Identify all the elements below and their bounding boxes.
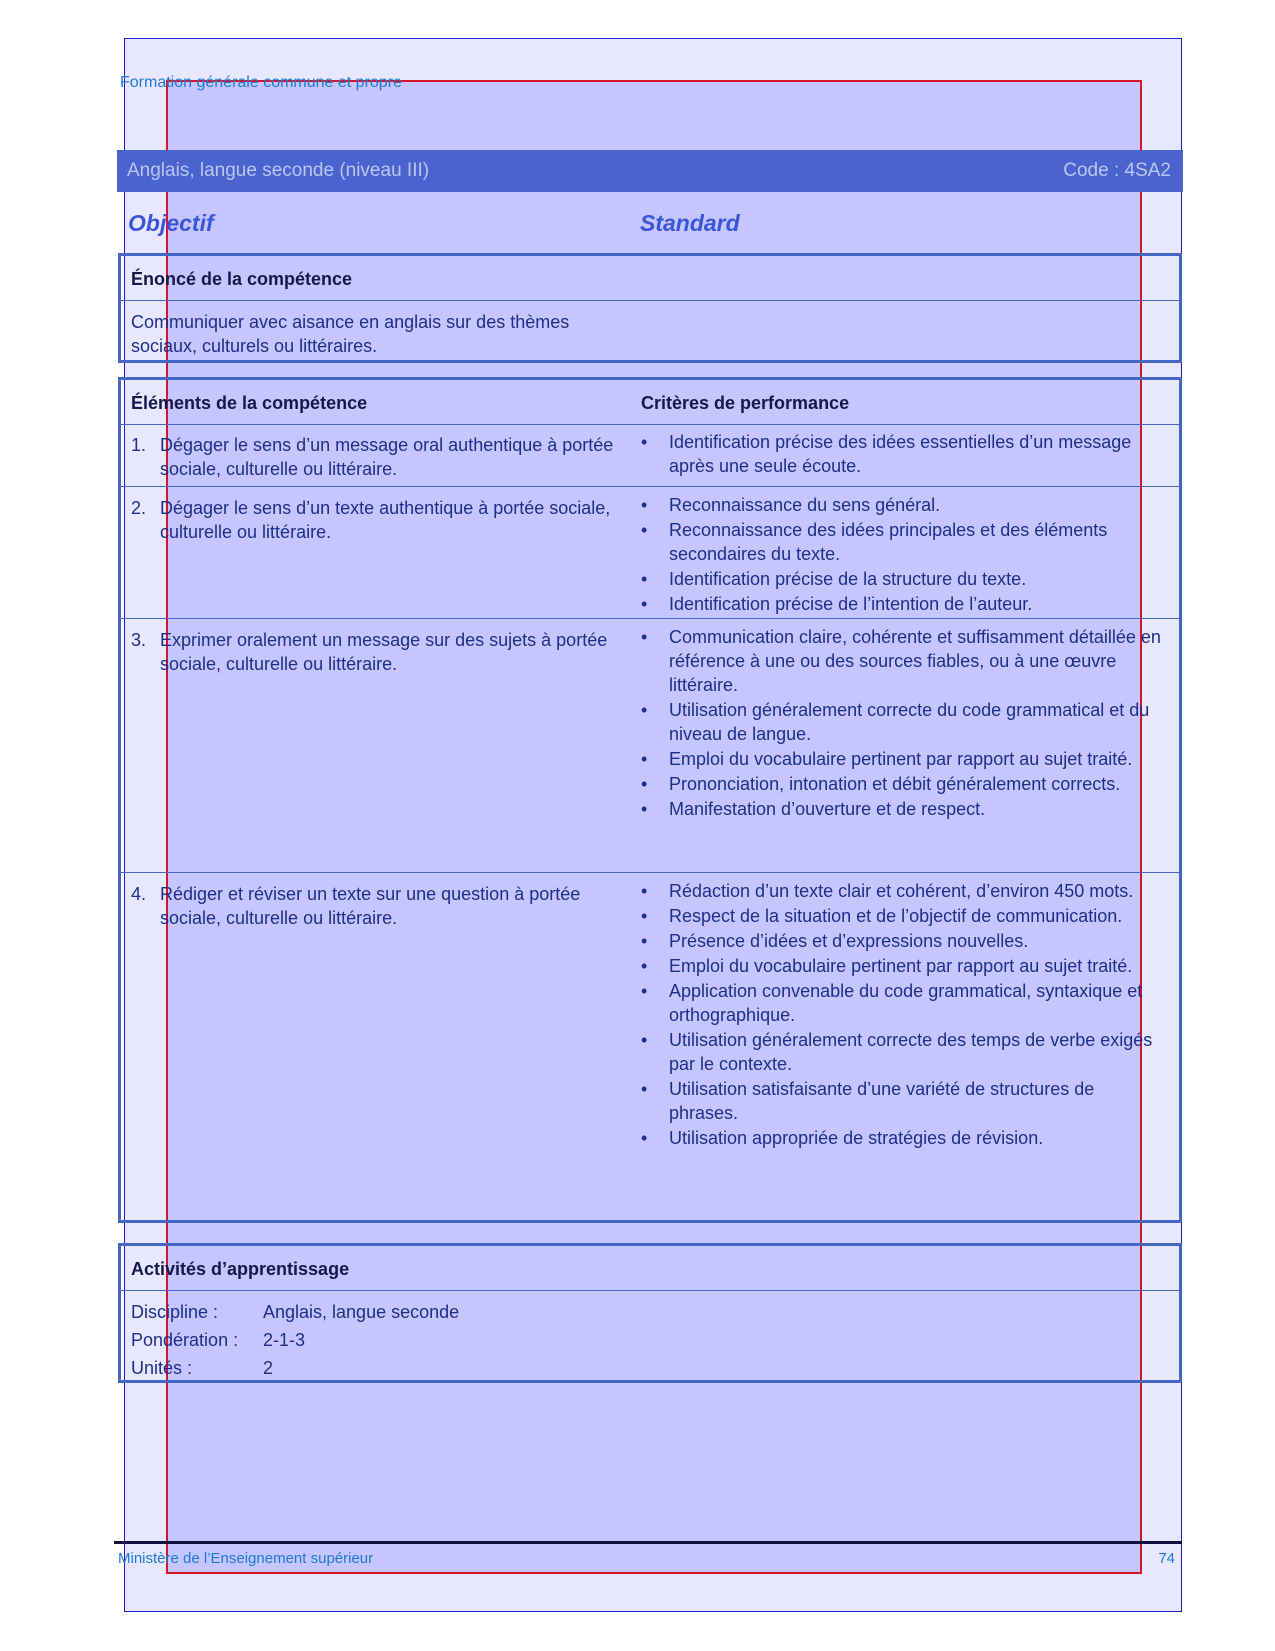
weighting-label: Pondération : <box>131 1330 239 1350</box>
competence-box <box>118 253 1182 363</box>
criterion: • Utilisation appropriée de stratégies de révision. <box>641 1126 1161 1150</box>
criterion: • Respect de la situation et de l’objectif de communication. <box>641 904 1161 928</box>
element-text: Dégager le sens d’un texte authentique à portée sociale, culturelle ou littéraire. <box>160 498 611 542</box>
element-row-2 <box>121 486 1179 618</box>
course-title: Anglais, langue seconde (niveau III) <box>127 160 430 181</box>
criterion: • Manifestation d’ouverture et de respect. <box>641 797 1161 821</box>
element-number: 2. <box>131 498 147 518</box>
element-number: 3. <box>131 630 147 650</box>
competence-statement: Communiquer avec aisance en anglais sur des thèmes sociaux, culturels ou littéraires. <box>131 312 570 356</box>
objective-heading: Objectif <box>128 210 214 236</box>
criterion: • Emploi du vocabulaire pertinent par rapport au sujet traité. <box>641 747 1161 771</box>
criterion: • Utilisation généralement correcte du code grammatical et du niveau de langue. <box>641 698 1161 746</box>
activities-heading: Activités d’apprentissage <box>131 1259 350 1279</box>
discipline-value: Anglais, langue seconde <box>263 1302 460 1322</box>
activities-header <box>121 1246 1179 1291</box>
criterion: • Identification précise de la structure du texte. <box>641 567 1161 591</box>
competence-heading: Énoncé de la compétence <box>131 269 353 289</box>
element-text: Dégager le sens d’un message oral authentique à portée sociale, culturelle ou littéraire. <box>160 435 614 479</box>
section-header: Formation générale commune et propre <box>120 74 402 91</box>
element-text: Rédiger et réviser un texte sur une question à portée sociale, culturelle ou littéraire. <box>160 884 581 928</box>
units-label: Unités : <box>131 1358 193 1378</box>
course-title-bar <box>117 150 1183 192</box>
page-number: 74 <box>1158 1550 1175 1567</box>
criteria-list-3 <box>641 625 1161 822</box>
element-text: Exprimer oralement un message sur des sujets à portée sociale, culturelle ou littéraire. <box>160 630 608 674</box>
criterion: • Utilisation généralement correcte des temps de verbe exigés par le contexte. <box>641 1028 1161 1076</box>
elements-heading: Éléments de la compétence <box>131 393 368 413</box>
criterion: • Emploi du vocabulaire pertinent par rapport au sujet traité. <box>641 954 1161 978</box>
discipline-row <box>131 1302 460 1323</box>
criterion: • Reconnaissance des idées principales et des éléments secondaires du texte. <box>641 518 1161 566</box>
criterion: • Présence d’idées et d’expressions nouvelles. <box>641 929 1161 953</box>
activities-box <box>118 1243 1182 1383</box>
criterion: • Utilisation satisfaisante d’une variété de structures de phrases. <box>641 1077 1161 1125</box>
footer-ministry: Ministère de l’Enseignement supérieur <box>118 1550 374 1567</box>
criteria-list-4 <box>641 879 1161 1151</box>
element-number: 1. <box>131 435 147 455</box>
elements-box <box>118 377 1182 1223</box>
criterion: • Prononciation, intonation et débit généralement corrects. <box>641 772 1161 796</box>
discipline-label: Discipline : <box>131 1302 219 1322</box>
element-row-1 <box>121 424 1179 486</box>
competence-header <box>121 256 1179 301</box>
criterion: • Application convenable du code grammatical, syntaxique et orthographique. <box>641 979 1161 1027</box>
criterion: • Identification précise de l’intention de l’auteur. <box>641 592 1161 616</box>
standard-heading: Standard <box>640 210 740 236</box>
element-row-4 <box>121 872 1179 1220</box>
criterion: • Communication claire, cohérente et suffisamment détaillée en référence à une ou des sources fiables, ou à une œuvre littéraire. <box>641 625 1161 697</box>
criterion: • Rédaction d’un texte clair et cohérent, d’environ 450 mots. <box>641 879 1161 903</box>
criteria-list-2 <box>641 493 1161 617</box>
criterion: • Identification précise des idées essentielles d’un message après une seule écoute. <box>641 430 1161 478</box>
criterion: • Reconnaissance du sens général. <box>641 493 1161 517</box>
weighting-value: 2-1-3 <box>263 1330 306 1350</box>
course-code: Code : 4SA2 <box>1063 160 1171 181</box>
element-row-3 <box>121 618 1179 872</box>
footer-rule <box>114 1541 1182 1544</box>
elements-header <box>121 380 1179 425</box>
criteria-heading: Critères de performance <box>641 393 850 413</box>
element-number: 4. <box>131 884 147 904</box>
units-row <box>131 1358 274 1379</box>
weighting-row <box>131 1330 306 1351</box>
criteria-list-1 <box>641 430 1161 479</box>
units-value: 2 <box>263 1358 274 1378</box>
